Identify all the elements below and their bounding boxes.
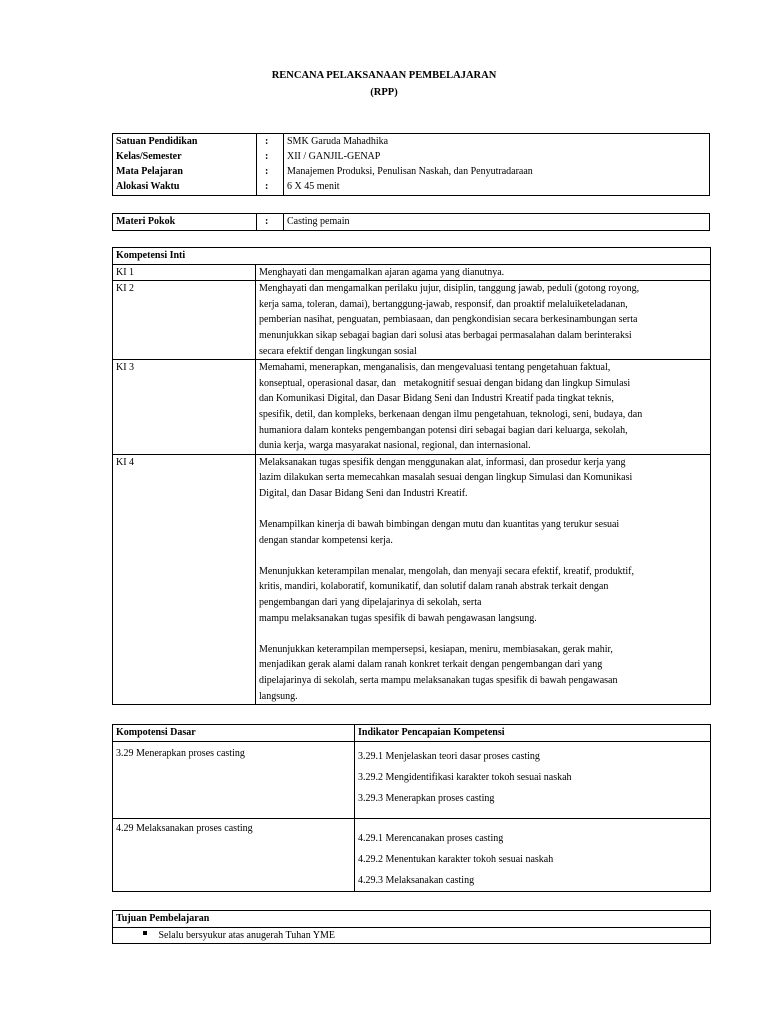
bullet-icon xyxy=(143,931,147,935)
identity-sep: : xyxy=(265,151,269,162)
ki2-row xyxy=(113,281,711,360)
ki2-label: KI 2 xyxy=(113,281,256,360)
ki-heading: Kompetensi Inti xyxy=(113,248,711,265)
ki4-line: kritis, mandiri, kolaboratif, komunikatif, dan solutif dalam ranah abstrak terkait dengan xyxy=(259,581,609,593)
kd-table xyxy=(112,724,711,892)
ki4-line: mampu melaksanakan tugas spesifik di bawah pengawasan langsung. xyxy=(259,612,537,624)
identity-label-class: Kelas/Semester xyxy=(116,151,182,162)
ki2-line: pemberian nasihat, penguatan, pembiasaan, dan pengkondisian secara berkesinambungan serta xyxy=(259,314,638,326)
kd1-label: 3.29 Menerapkan proses casting xyxy=(113,742,355,819)
ki3-line: dan Komunikasi Digital, dan Dasar Bidang Seni dan Industri Kreatif pada tingkat teknis, xyxy=(259,393,614,405)
ki3-label: KI 3 xyxy=(113,360,256,455)
identity-value-time: 6 X 45 menit xyxy=(287,181,340,192)
tujuan-heading: Tujuan Pembelajaran xyxy=(113,911,711,928)
ki4-line: Melaksanakan tugas spesifik dengan menggunakan alat, informasi, dan prosedur kerja yang xyxy=(259,456,626,468)
identity-label-school: Satuan Pendidikan xyxy=(116,136,198,147)
ki4-line: menjadikan gerak alami dalam ranah konkret terkait dengan pengembangan dari yang xyxy=(259,659,603,671)
ki3-line: Memahami, menerapkan, menganalisis, dan mengevaluasi tentang pengetahuan faktual, xyxy=(259,362,611,374)
ki1-row xyxy=(113,264,711,281)
ki1-label: KI 1 xyxy=(113,264,256,281)
indicator-col-header: Indikator Pencapaian Kompetensi xyxy=(355,725,711,742)
ki4-line: lazim dilakukan serta memecahkan masalah sesuai dengan lingkup Simulasi dan Komunikasi xyxy=(259,472,633,484)
ki4-line: Menampilkan kinerja di bawah bimbingan dengan mutu dan kuantitas yang terukur sesuai xyxy=(259,519,620,531)
ki3-line: spesifik, detil, dan kompleks, berkenaan dengan ilmu pengetahuan, teknologi, seni, budaya, dan xyxy=(259,408,643,420)
ki4-line: Menunjukkan keterampilan mempersepsi, kesiapan, meniru, membiasakan, gerak mahir, xyxy=(259,643,613,655)
identity-label-subject: Mata Pelajaran xyxy=(116,166,183,177)
ki4-line: langsung. xyxy=(259,690,298,702)
identity-value-class: XII / GANJIL-GENAP xyxy=(287,151,381,162)
ki3-line: humaniora dalam konteks pengembangan potensi diri sebagai bagian dari keluarga, sekolah, xyxy=(259,424,628,436)
tujuan-item xyxy=(140,927,711,944)
tujuan-table xyxy=(112,910,711,944)
ki2-line: secara efektif dengan lingkungan sosial xyxy=(259,345,417,357)
identity-sep: : xyxy=(265,181,269,192)
identity-sep: : xyxy=(265,136,269,147)
ki4-row xyxy=(113,454,711,705)
ki-table xyxy=(112,247,711,705)
ki4-line: dipelajarinya di sekolah, serta mampu melaksanakan tugas spesifik di bawah pengawasan xyxy=(259,675,618,687)
ki4-label: KI 4 xyxy=(113,454,256,705)
document-title: RENCANA PELAKSANAAN PEMBELAJARAN xyxy=(271,70,497,81)
kd1-indicator: 3.29.3 Menerapkan proses casting xyxy=(358,793,495,804)
kd-col-header: Kompotensi Dasar xyxy=(113,725,355,742)
tujuan-item-text: Selalu bersyukur atas anugerah Tuhan YME xyxy=(158,929,336,941)
kd2-label: 4.29 Melaksanakan proses casting xyxy=(113,819,355,892)
identity-value-subject: Manajemen Produksi, Penulisan Naskah, dan Penyutradaraan xyxy=(287,166,533,177)
ki3-row xyxy=(113,360,711,455)
materi-table xyxy=(112,213,710,231)
identity-sep: : xyxy=(265,166,269,177)
kd2-indicator: 4.29.3 Melaksanakan casting xyxy=(358,875,475,886)
ki3-line: dunia kerja, warga masyarakat nasional, regional, dan internasional. xyxy=(259,440,531,452)
kd1-indicator: 3.29.1 Menjelaskan teori dasar proses casting xyxy=(358,751,540,762)
identity-table xyxy=(112,133,710,196)
ki4-line: Menunjukkan keterampilan menalar, mengolah, dan menyaji secara efektif, kreatif, produktif, xyxy=(259,565,635,577)
ki1-text: Menghayati dan mengamalkan ajaran agama yang dianutnya. xyxy=(259,266,505,278)
kd2-indicator: 4.29.1 Merencanakan proses casting xyxy=(358,833,504,844)
ki4-line: Digital, dan Dasar Bidang Seni dan Industri Kreatif. xyxy=(259,487,468,499)
identity-value-school: SMK Garuda Mahadhika xyxy=(287,136,389,147)
identity-label-time: Alokasi Waktu xyxy=(116,181,180,192)
materi-value: Casting pemain xyxy=(287,216,350,227)
ki4-line: pengembangan dari yang dipelajarinya di sekolah, serta xyxy=(259,597,482,609)
document-subtitle: (RPP) xyxy=(370,87,398,98)
ki2-line: Menghayati dan mengamalkan perilaku jujur, disiplin, tanggung jawab, peduli (gotong royong, xyxy=(259,283,640,295)
materi-label: Materi Pokok xyxy=(116,216,176,227)
ki4-line: dengan standar kompetensi kerja. xyxy=(259,534,393,546)
ki2-line: kerja sama, toleran, damai), bertanggung-jawab, responsif, dan proaktif melaluiketeladanan, xyxy=(259,298,628,310)
ki3-line: konseptual, operasional dasar, dan metakognitif sesuai dengan bidang dan lingkup Simulasi xyxy=(259,377,631,389)
materi-sep: : xyxy=(265,216,269,227)
kd2-indicator: 4.29.2 Menentukan karakter tokoh sesuai naskah xyxy=(358,854,554,865)
kd1-indicator: 3.29.2 Mengidentifikasi karakter tokoh sesuai naskah xyxy=(358,772,572,783)
ki2-line: menunjukkan sikap sebagai bagian dari solusi atas berbagai permasalahan dalam berinteraksi xyxy=(259,329,632,341)
